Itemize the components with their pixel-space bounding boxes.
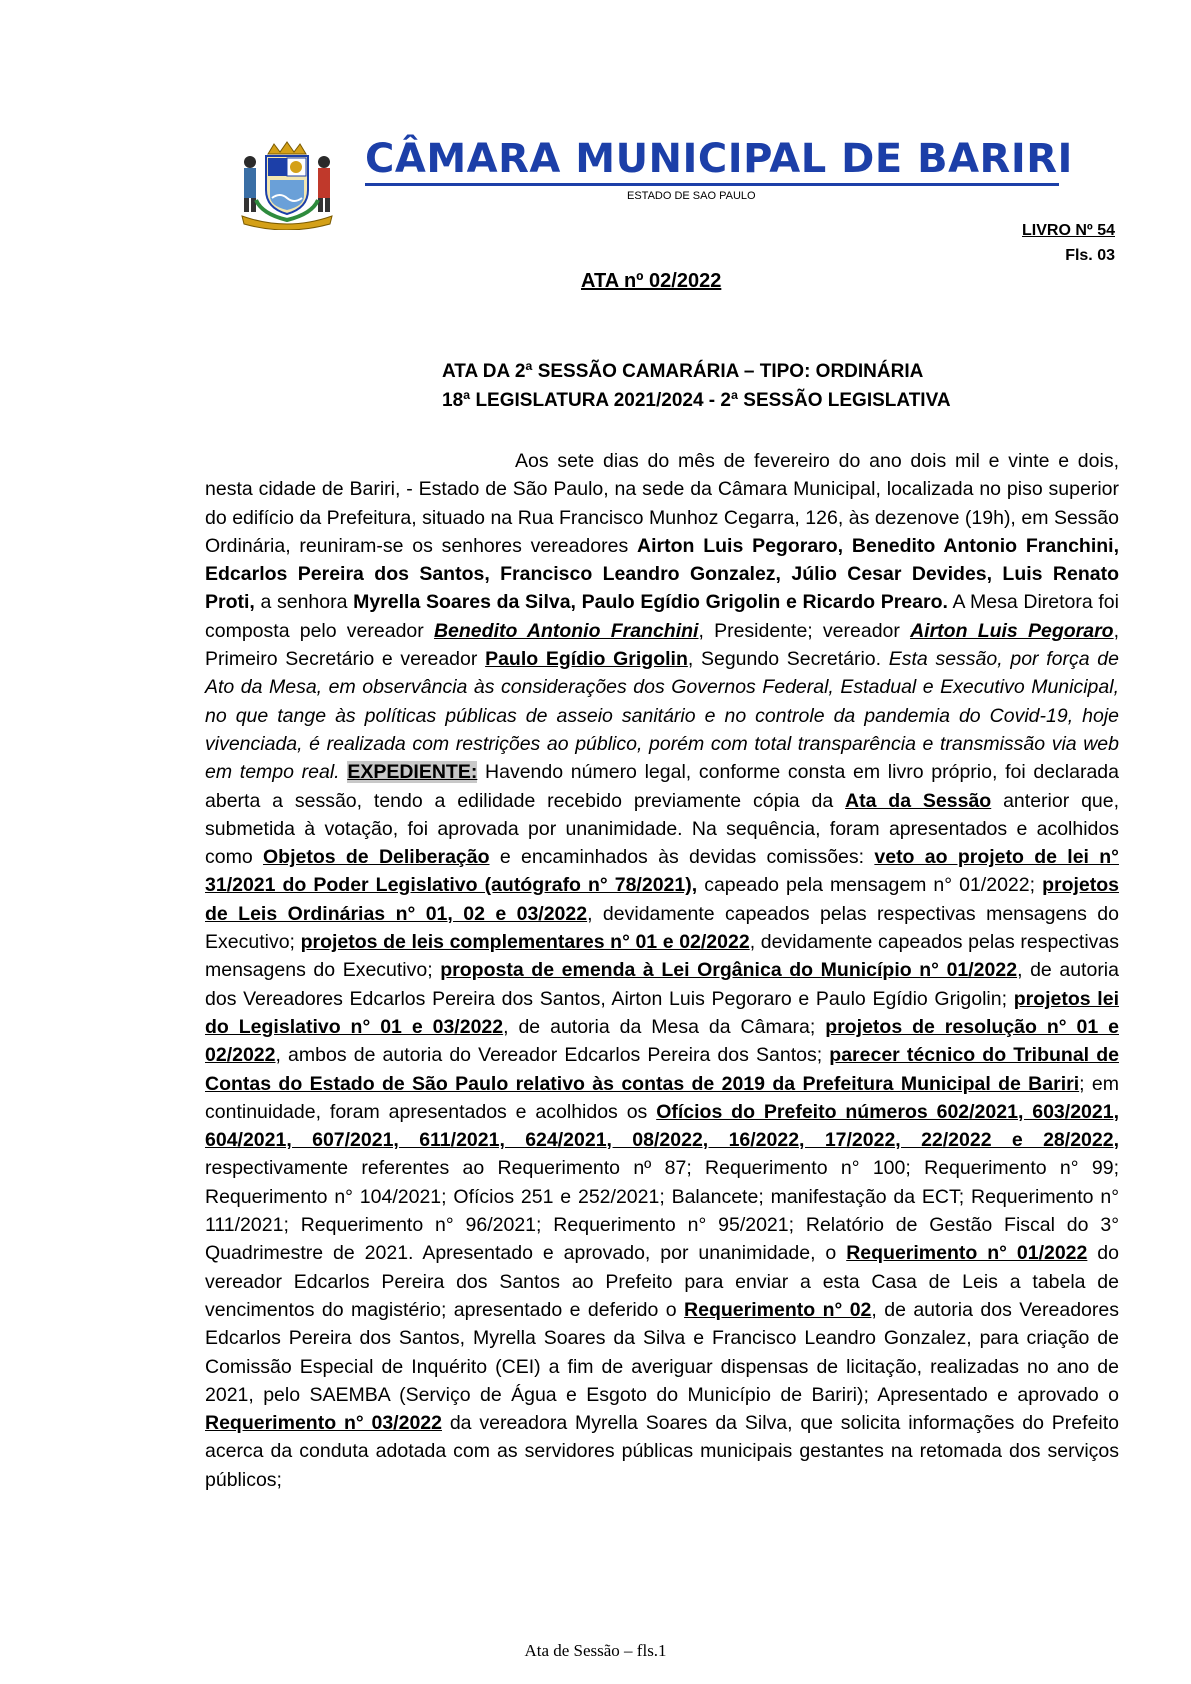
text-run: Aos sete dias do mês de fevereiro do ano dois mil e vinte e dois, nesta cidade de Bariri, - Estado de São Paulo, na sede da Câmara Municipal, localizada no piso superior do edifício da Prefeitura, situado na Rua Francisco Munhoz Cegarra, 126, às dezenove (19h), em Sessão Ordinária, reuniram-se os senhores vereadores: [205, 450, 1119, 557]
emphasis-run: projetos lei do Legislativo n° 01 e 03/2022: [205, 987, 1119, 1038]
expediente-label: EXPEDIENTE:: [347, 761, 478, 784]
president-name: Benedito Antonio Franchini: [433, 619, 699, 642]
book-number: LIVRO Nº 54: [1022, 222, 1115, 239]
emphasis-run: projetos de Leis Ordinárias n° 01, 02 e 03/2022: [205, 874, 1119, 925]
text-run: , de autoria dos Vereadores Edcarlos Pereira dos Santos, Airton Luis Pegoraro e Paulo Egídio Grigolin;: [205, 959, 1119, 1010]
emphasis-run: Ofícios do Prefeito números 602/2021, 603/2021, 604/2021, 607/2021, 611/2021, 624/2021, 08/2022, 16/2022, 17/2022, 22/2022 e 28/2022,: [205, 1100, 1119, 1152]
emphasis-run: parecer técnico do Tribunal de Contas do Estado de São Paulo relativo às contas de 2019 da Prefeitura Municipal de Bariri: [205, 1044, 1119, 1095]
text-run: , Presidente; vereador: [698, 619, 911, 642]
text-run: do vereador Edcarlos Pereira dos Santos ao Prefeito para enviar a esta Casa de Leis a tabela de vencimentos do magistério; apresentado e deferido o: [205, 1242, 1119, 1321]
text-run: a senhora: [254, 591, 354, 614]
ata-number: ATA nº 02/2022: [581, 270, 722, 292]
text-run: capeado pela mensagem n° 01/2022;: [697, 874, 1043, 897]
state-name: ESTADO DE SAO PAULO: [627, 190, 756, 202]
emphasis-run: Requerimento n° 02: [684, 1298, 872, 1321]
text-run: , ambos de autoria do Vereador Edcarlos Pereira dos Santos;: [275, 1044, 830, 1067]
councillors-list: Airton Luis Pegoraro, Benedito Antonio Franchini, Edcarlos Pereira dos Santos, Francisco Leandro Gonzalez, Júlio Cesar Devides, Luis Renato Proti,: [205, 534, 1119, 614]
sheet-number: Fls. 03: [1065, 247, 1115, 264]
emphasis-run: projetos de resolução n° 01 e 02/2022: [205, 1015, 1119, 1067]
emphasis-run: proposta de emenda à Lei Orgânica do Município n° 01/2022: [440, 959, 1018, 982]
covid-notice: Esta sessão, por força de Ato da Mesa, em observância às considerações dos Governos Federal, Estadual e Executivo Municipal, no que tange às políticas públicas de asseio sanitário e no controle da pandemia do Covid-19, hoje vivenciada, é realizada com restrições ao público, porém com total transparência e transmissão via web em tempo real.: [205, 648, 1119, 784]
text-run: , de autoria dos Vereadores Edcarlos Pereira dos Santos, Myrella Soares da Silva e Francisco Leandro Gonzalez, para criação de Comissão Especial de Inquérito (CEI) a fim de averiguar dispensas de licitação, realizadas no ano de 2021, pelo SAEMBA (Serviço de Água e Esgoto do Município de Bariri); Apresentado e aprovado o: [205, 1298, 1119, 1406]
emphasis-run: Requerimento n° 03/2022: [205, 1412, 442, 1435]
heading-line-2: 18ª LEGISLATURA 2021/2024 - 2ª SESSÃO LEGISLATIVA: [442, 390, 951, 411]
text-run: , Primeiro Secretário e vereador: [205, 619, 1120, 671]
header-rule: [365, 183, 1059, 186]
text-run: da vereadora Myrella Soares da Silva, que solicita informações do Prefeito acerca da conduta adotada com as servidores públicas municipais gestantes na retomada dos serviços públicos;: [205, 1412, 1119, 1491]
emphasis-run: Requerimento n° 01/2022: [846, 1242, 1088, 1265]
text-run: , devidamente capeados pelas respectivas mensagens do Executivo;: [205, 931, 1119, 982]
councillors-list-2: Myrella Soares da Silva, Paulo Egídio Grigolin e Ricardo Prearo.: [353, 591, 948, 614]
minutes-body: [205, 447, 1119, 1494]
text-run: , de autoria da Mesa da Câmara;: [503, 1015, 826, 1038]
text-run: , devidamente capeados pelas respectivas mensagens do Executivo;: [205, 902, 1119, 954]
emphasis-run: Objetos de Deliberação: [263, 846, 490, 869]
book-reference: [1022, 218, 1115, 268]
text-run: , Segundo Secretário.: [687, 648, 889, 671]
session-heading: [442, 357, 951, 415]
minutes-paragraph: [205, 447, 1119, 1494]
institution-name: CÂMARA MUNICIPAL DE BARIRI: [365, 136, 1073, 182]
emphasis-run: projetos de leis complementares n° 01 e 02/2022: [300, 931, 750, 954]
first-secretary-name: Airton Luis Pegoraro: [910, 619, 1114, 642]
emphasis-run: Ata da Sessão: [845, 789, 992, 812]
text-run: A Mesa Diretora foi composta pelo vereador: [205, 591, 1119, 642]
municipal-coat-of-arms-icon: [232, 140, 342, 230]
text-run: Havendo número legal, conforme consta em livro próprio, foi declarada aberta a sessão, tendo a edilidade recebido previamente cópia da: [205, 761, 1120, 812]
text-run: respectivamente referentes ao Requerimento nº 87; Requerimento n° 100; Requerimento n° 99; Requerimento n° 104/2021; Ofícios 251 e 252/2021; Balancete; manifestação da ECT; Requerimento n° 111/2021; Requerimento n° 96/2021; Requerimento n° 95/2021; Relatório de Gestão Fiscal do 3° Quadrimestre de 2021. Apresentado e aprovado, por unanimidade, o: [205, 1157, 1119, 1265]
emphasis-run: veto ao projeto de lei n° 31/2021 do Poder Legislativo (autógrafo n° 78/2021),: [205, 846, 1119, 897]
text-run: ; em continuidade, foram apresentados e acolhidos os: [205, 1072, 1119, 1123]
heading-line-1: ATA DA 2ª SESSÃO CAMARÁRIA – TIPO: ORDINÁRIA: [442, 361, 924, 382]
text-run: anterior que, submetida à votação, foi aprovada por unanimidade. Na sequência, foram apresentados e acolhidos como: [205, 789, 1120, 869]
second-secretary-name: Paulo Egídio Grigolin: [485, 648, 688, 671]
text-run: e encaminhados às devidas comissões:: [489, 846, 875, 869]
page-footer: Ata de Sessão – fls.1: [524, 1641, 667, 1660]
